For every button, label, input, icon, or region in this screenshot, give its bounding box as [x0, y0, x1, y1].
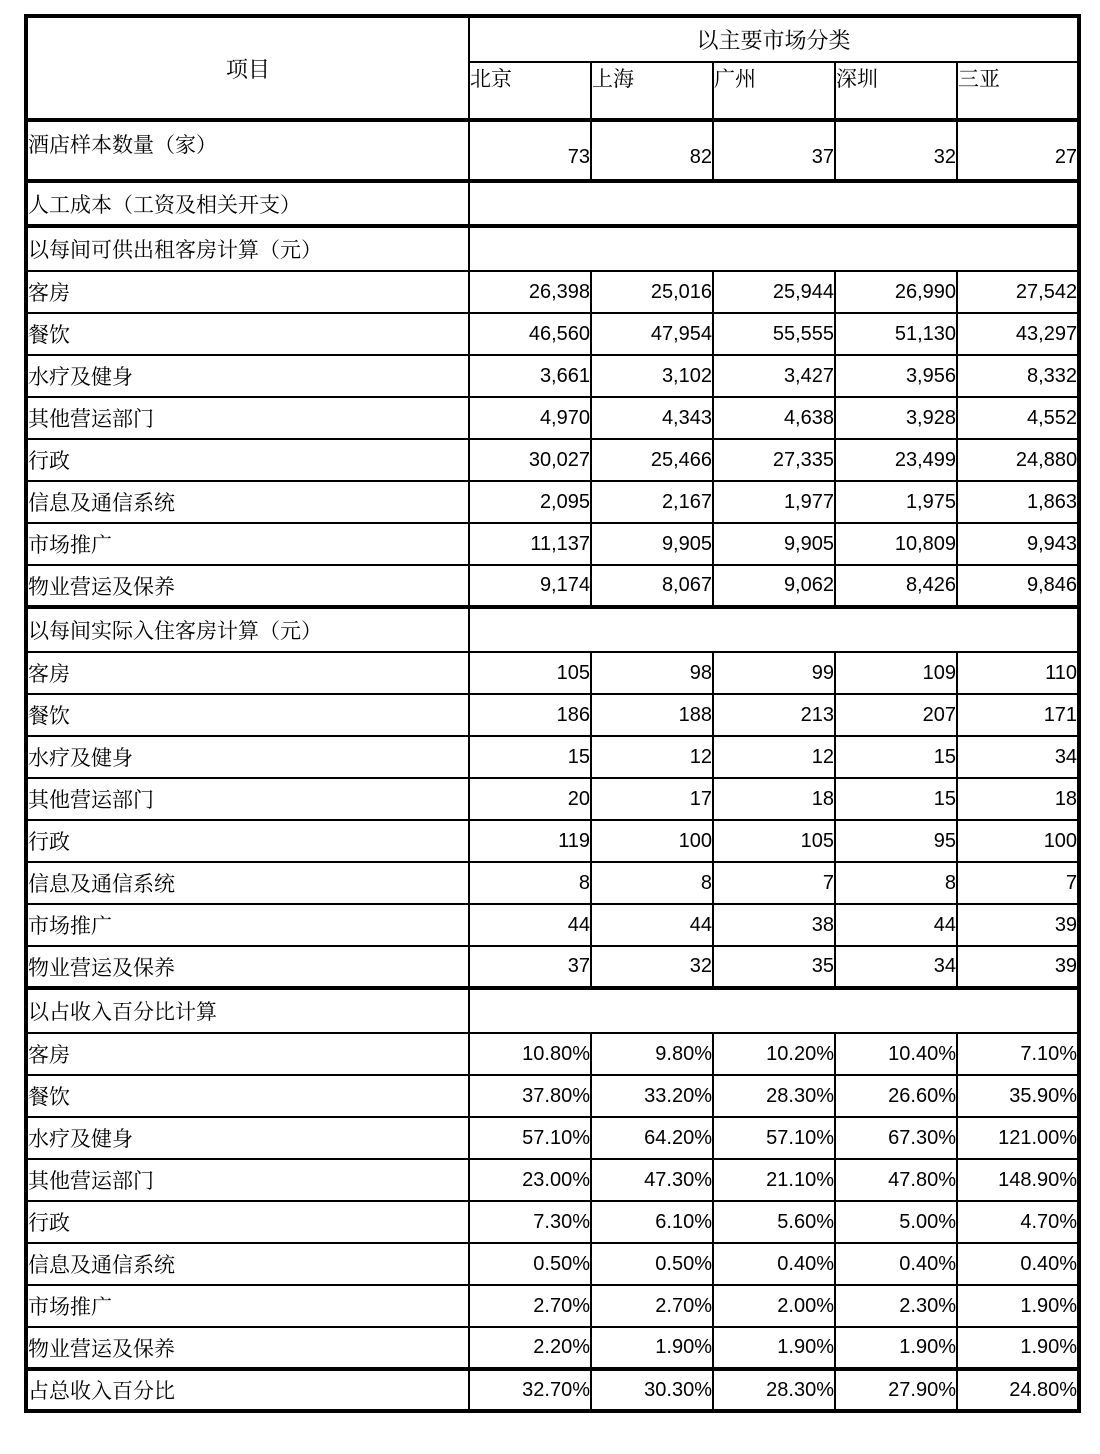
- table-row: [26, 1327, 1079, 1369]
- value-cell: 2.70%: [591, 1285, 713, 1327]
- value-cell: 188: [591, 694, 713, 736]
- value-cell: 35.90%: [957, 1075, 1079, 1117]
- table-row: [26, 523, 1079, 565]
- value-cell: 30,027: [469, 439, 591, 481]
- table-row: [26, 1159, 1079, 1201]
- market-group-header: 以主要市场分类: [469, 16, 1079, 62]
- items-column-header: 项目: [26, 16, 469, 120]
- value-cell: 35: [713, 946, 835, 988]
- value-cell: 26,990: [835, 271, 957, 313]
- row-label: 其他营运部门: [26, 397, 469, 439]
- value-cell: 1.90%: [591, 1327, 713, 1369]
- value-cell: 27,335: [713, 439, 835, 481]
- table-row: [26, 397, 1079, 439]
- value-cell: 98: [591, 652, 713, 694]
- table-row: [26, 652, 1079, 694]
- row-label: 酒店样本数量（家）: [26, 120, 469, 181]
- table-row: [26, 694, 1079, 736]
- value-cell: 0.40%: [835, 1243, 957, 1285]
- row-label: 物业营运及保养: [26, 565, 469, 607]
- value-cell: 24.80%: [957, 1369, 1079, 1411]
- value-cell: 213: [713, 694, 835, 736]
- value-cell: 1,975: [835, 481, 957, 523]
- value-cell: 55,555: [713, 313, 835, 355]
- value-cell: 9,943: [957, 523, 1079, 565]
- value-cell: 2.30%: [835, 1285, 957, 1327]
- row-label: 客房: [26, 1033, 469, 1075]
- value-cell: 148.90%: [957, 1159, 1079, 1201]
- table-row: [26, 904, 1079, 946]
- row-label: 信息及通信系统: [26, 481, 469, 523]
- value-cell: 15: [835, 736, 957, 778]
- value-cell: 32: [835, 120, 957, 181]
- table-row: [26, 862, 1079, 904]
- value-cell: 3,928: [835, 397, 957, 439]
- value-cell: 15: [835, 778, 957, 820]
- value-cell: 186: [469, 694, 591, 736]
- value-cell: 57.10%: [469, 1117, 591, 1159]
- table-row: [26, 120, 1079, 181]
- row-label: 物业营运及保养: [26, 946, 469, 988]
- value-cell: 27,542: [957, 271, 1079, 313]
- row-label: 其他营运部门: [26, 1159, 469, 1201]
- value-cell: 3,661: [469, 355, 591, 397]
- value-cell: 25,016: [591, 271, 713, 313]
- value-cell: 2.00%: [713, 1285, 835, 1327]
- value-cell: 0.40%: [957, 1243, 1079, 1285]
- value-cell: 27.90%: [835, 1369, 957, 1411]
- value-cell: 27: [957, 120, 1079, 181]
- column-header-city-0: 北京: [469, 62, 591, 120]
- value-cell: 7: [957, 862, 1079, 904]
- value-cell: 46,560: [469, 313, 591, 355]
- value-cell: 1.90%: [957, 1327, 1079, 1369]
- value-cell: 1.90%: [957, 1285, 1079, 1327]
- row-label: 行政: [26, 1201, 469, 1243]
- value-cell: 3,102: [591, 355, 713, 397]
- value-cell: 25,944: [713, 271, 835, 313]
- value-cell: 28.30%: [713, 1075, 835, 1117]
- value-cell: 47,954: [591, 313, 713, 355]
- value-cell: 2.20%: [469, 1327, 591, 1369]
- table-row: [26, 820, 1079, 862]
- table-row: [26, 481, 1079, 523]
- value-cell: 110: [957, 652, 1079, 694]
- value-cell: 33.20%: [591, 1075, 713, 1117]
- value-cell: 119: [469, 820, 591, 862]
- column-header-city-4: 三亚: [957, 62, 1079, 120]
- row-label: 行政: [26, 820, 469, 862]
- table-row: [26, 1285, 1079, 1327]
- value-cell: 17: [591, 778, 713, 820]
- value-cell: 9,846: [957, 565, 1079, 607]
- value-cell: 9,062: [713, 565, 835, 607]
- empty-values-cell: [469, 988, 1079, 1033]
- row-label: 物业营运及保养: [26, 1327, 469, 1369]
- value-cell: 8,067: [591, 565, 713, 607]
- value-cell: 99: [713, 652, 835, 694]
- value-cell: 5.00%: [835, 1201, 957, 1243]
- value-cell: 9,174: [469, 565, 591, 607]
- value-cell: 26.60%: [835, 1075, 957, 1117]
- value-cell: 109: [835, 652, 957, 694]
- value-cell: 4.70%: [957, 1201, 1079, 1243]
- table-row: [26, 271, 1079, 313]
- value-cell: 95: [835, 820, 957, 862]
- value-cell: 105: [713, 820, 835, 862]
- table-body: [26, 120, 1079, 1411]
- group-header-row: [26, 16, 1079, 62]
- value-cell: 0.50%: [469, 1243, 591, 1285]
- table-row: [26, 1201, 1079, 1243]
- value-cell: 25,466: [591, 439, 713, 481]
- table-row: [26, 1117, 1079, 1159]
- value-cell: 37.80%: [469, 1075, 591, 1117]
- value-cell: 2,095: [469, 481, 591, 523]
- row-label: 人工成本（工资及相关开支）: [26, 181, 469, 226]
- value-cell: 0.40%: [713, 1243, 835, 1285]
- column-header-city-2: 广州: [713, 62, 835, 120]
- row-label: 占总收入百分比: [26, 1369, 469, 1411]
- value-cell: 100: [957, 820, 1079, 862]
- value-cell: 20: [469, 778, 591, 820]
- table-row: [26, 778, 1079, 820]
- value-cell: 39: [957, 946, 1079, 988]
- value-cell: 24,880: [957, 439, 1079, 481]
- row-label: 行政: [26, 439, 469, 481]
- table-row: [26, 1033, 1079, 1075]
- column-header-city-1: 上海: [591, 62, 713, 120]
- value-cell: 44: [835, 904, 957, 946]
- value-cell: 1.90%: [835, 1327, 957, 1369]
- value-cell: 37: [713, 120, 835, 181]
- table-row: [26, 736, 1079, 778]
- value-cell: 28.30%: [713, 1369, 835, 1411]
- value-cell: 7: [713, 862, 835, 904]
- value-cell: 44: [469, 904, 591, 946]
- empty-values-cell: [469, 181, 1079, 226]
- value-cell: 34: [835, 946, 957, 988]
- value-cell: 12: [591, 736, 713, 778]
- row-label: 水疗及健身: [26, 1117, 469, 1159]
- value-cell: 105: [469, 652, 591, 694]
- value-cell: 6.10%: [591, 1201, 713, 1243]
- row-label: 水疗及健身: [26, 736, 469, 778]
- value-cell: 47.30%: [591, 1159, 713, 1201]
- table-row: [26, 946, 1079, 988]
- value-cell: 2,167: [591, 481, 713, 523]
- value-cell: 3,427: [713, 355, 835, 397]
- value-cell: 100: [591, 820, 713, 862]
- column-header-city-3: 深圳: [835, 62, 957, 120]
- table-row: [26, 355, 1079, 397]
- table-row: [26, 1243, 1079, 1285]
- value-cell: 5.60%: [713, 1201, 835, 1243]
- value-cell: 4,552: [957, 397, 1079, 439]
- row-label: 市场推广: [26, 523, 469, 565]
- value-cell: 10.20%: [713, 1033, 835, 1075]
- value-cell: 23.00%: [469, 1159, 591, 1201]
- value-cell: 32: [591, 946, 713, 988]
- section-row: [26, 607, 1079, 652]
- row-label: 市场推广: [26, 904, 469, 946]
- row-label: 以每间实际入住客房计算（元）: [26, 607, 469, 652]
- value-cell: 8: [469, 862, 591, 904]
- row-label: 以每间可供出租客房计算（元）: [26, 226, 469, 271]
- section-row: [26, 226, 1079, 271]
- row-label: 信息及通信系统: [26, 1243, 469, 1285]
- value-cell: 9.80%: [591, 1033, 713, 1075]
- value-cell: 47.80%: [835, 1159, 957, 1201]
- value-cell: 207: [835, 694, 957, 736]
- value-cell: 4,638: [713, 397, 835, 439]
- value-cell: 39: [957, 904, 1079, 946]
- value-cell: 10.40%: [835, 1033, 957, 1075]
- value-cell: 8: [835, 862, 957, 904]
- row-label: 信息及通信系统: [26, 862, 469, 904]
- value-cell: 23,499: [835, 439, 957, 481]
- value-cell: 51,130: [835, 313, 957, 355]
- section-row: [26, 988, 1079, 1033]
- value-cell: 26,398: [469, 271, 591, 313]
- value-cell: 4,343: [591, 397, 713, 439]
- value-cell: 21.10%: [713, 1159, 835, 1201]
- value-cell: 34: [957, 736, 1079, 778]
- value-cell: 1,977: [713, 481, 835, 523]
- value-cell: 43,297: [957, 313, 1079, 355]
- value-cell: 1.90%: [713, 1327, 835, 1369]
- row-label: 市场推广: [26, 1285, 469, 1327]
- value-cell: 171: [957, 694, 1079, 736]
- value-cell: 44: [591, 904, 713, 946]
- value-cell: 12: [713, 736, 835, 778]
- value-cell: 121.00%: [957, 1117, 1079, 1159]
- row-label: 餐饮: [26, 313, 469, 355]
- value-cell: 32.70%: [469, 1369, 591, 1411]
- value-cell: 73: [469, 120, 591, 181]
- empty-values-cell: [469, 226, 1079, 271]
- value-cell: 8: [591, 862, 713, 904]
- value-cell: 0.50%: [591, 1243, 713, 1285]
- value-cell: 82: [591, 120, 713, 181]
- value-cell: 18: [713, 778, 835, 820]
- row-label: 客房: [26, 271, 469, 313]
- empty-values-cell: [469, 607, 1079, 652]
- value-cell: 64.20%: [591, 1117, 713, 1159]
- value-cell: 3,956: [835, 355, 957, 397]
- value-cell: 8,426: [835, 565, 957, 607]
- value-cell: 9,905: [591, 523, 713, 565]
- table-row: [26, 1369, 1079, 1411]
- value-cell: 8,332: [957, 355, 1079, 397]
- value-cell: 10,809: [835, 523, 957, 565]
- value-cell: 38: [713, 904, 835, 946]
- value-cell: 30.30%: [591, 1369, 713, 1411]
- row-label: 其他营运部门: [26, 778, 469, 820]
- row-label: 水疗及健身: [26, 355, 469, 397]
- value-cell: 9,905: [713, 523, 835, 565]
- value-cell: 7.30%: [469, 1201, 591, 1243]
- table-row: [26, 439, 1079, 481]
- value-cell: 10.80%: [469, 1033, 591, 1075]
- row-label: 以占收入百分比计算: [26, 988, 469, 1033]
- hotel-labour-cost-table: [24, 14, 1081, 1413]
- value-cell: 1,863: [957, 481, 1079, 523]
- value-cell: 57.10%: [713, 1117, 835, 1159]
- value-cell: 15: [469, 736, 591, 778]
- table-row: [26, 565, 1079, 607]
- value-cell: 67.30%: [835, 1117, 957, 1159]
- row-label: 餐饮: [26, 694, 469, 736]
- row-label: 客房: [26, 652, 469, 694]
- row-label: 餐饮: [26, 1075, 469, 1117]
- value-cell: 2.70%: [469, 1285, 591, 1327]
- value-cell: 18: [957, 778, 1079, 820]
- value-cell: 11,137: [469, 523, 591, 565]
- value-cell: 7.10%: [957, 1033, 1079, 1075]
- table-row: [26, 1075, 1079, 1117]
- value-cell: 37: [469, 946, 591, 988]
- table-row: [26, 313, 1079, 355]
- value-cell: 4,970: [469, 397, 591, 439]
- section-row: [26, 181, 1079, 226]
